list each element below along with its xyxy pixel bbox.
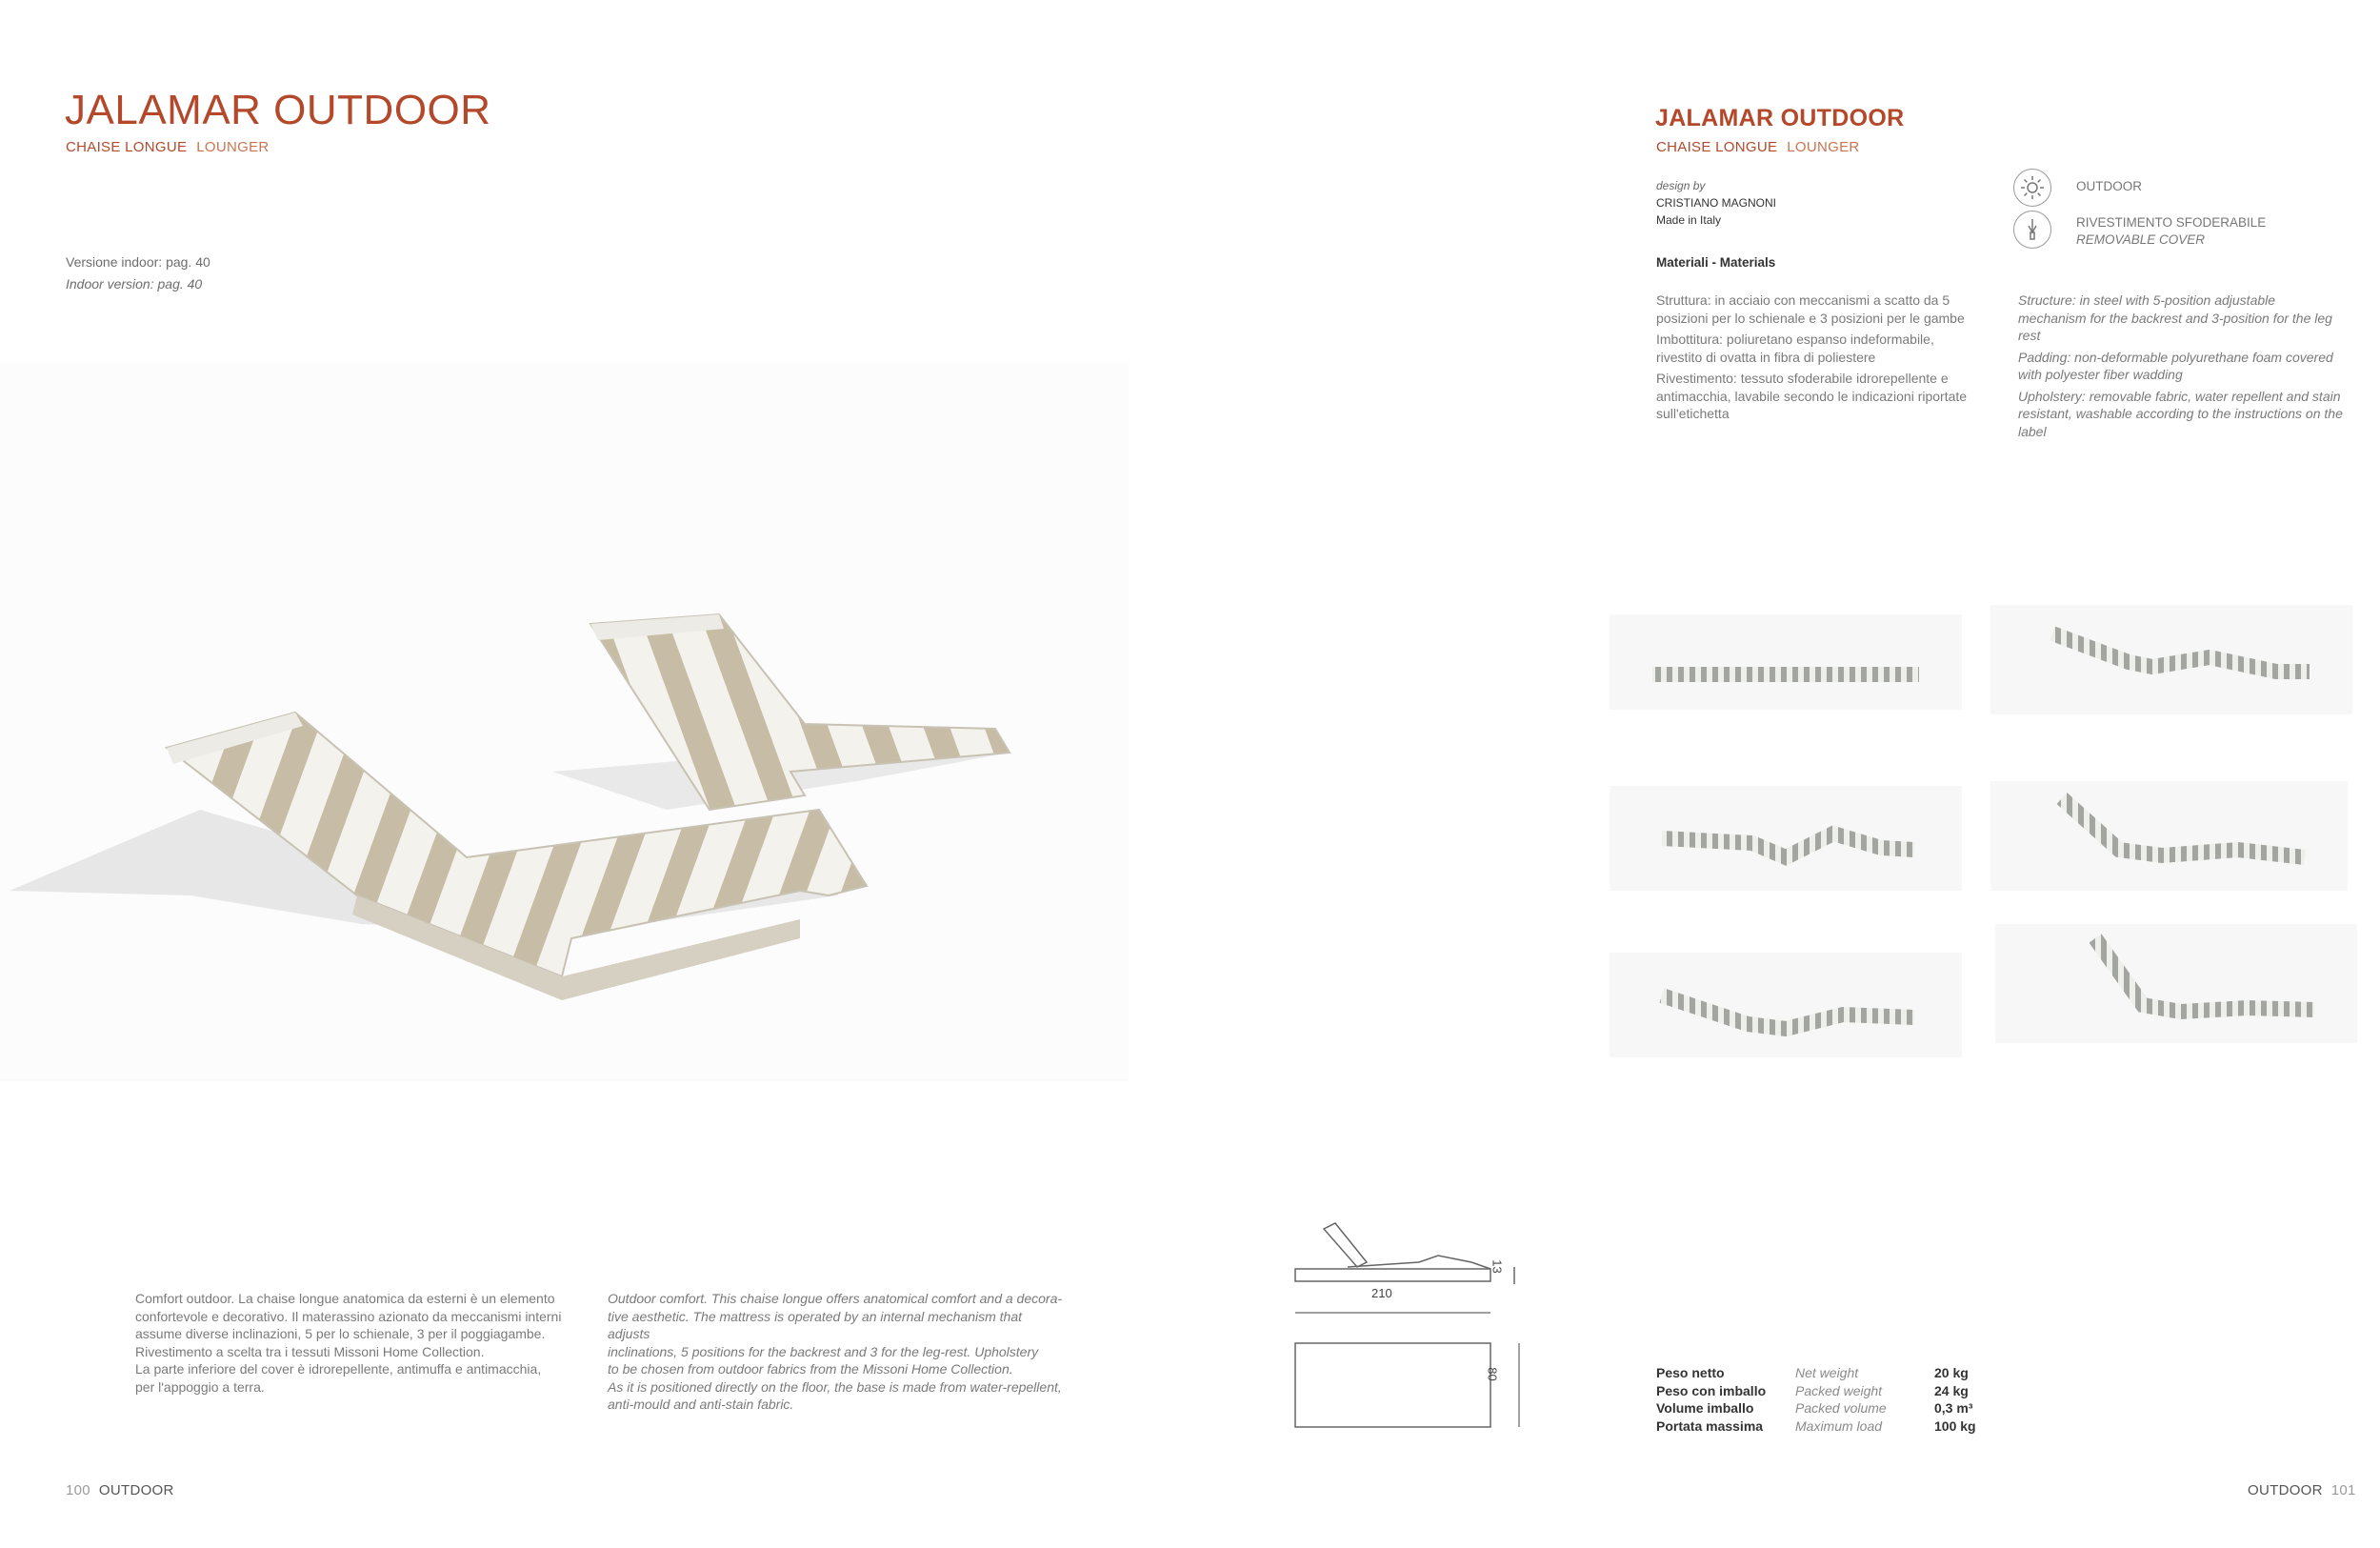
footer-right xyxy=(2248,1482,2356,1498)
desc-en-line: tive aesthetic. The mattress is operated by an internal mechanism that adjusts xyxy=(608,1308,1022,1341)
subtitle-right xyxy=(1656,139,1860,155)
feature-outdoor-label: OUTDOOR xyxy=(2076,179,2142,193)
dimension-height: 13 xyxy=(1490,1259,1505,1274)
material-padding-it: Imbottitura: poliuretano espanso indeformabile, rivestito di ovatta in fibra di poliestere xyxy=(1656,332,1934,365)
material-upholstery-en: Upholstery: removable fabric, water repellent and stain resistant, washable according to the instructions on the label xyxy=(2018,388,2343,439)
footer-section-right: OUTDOOR xyxy=(2248,1482,2323,1498)
desc-en-line: to be chosen from outdoor fabrics from the Missoni Home Collection. xyxy=(608,1361,1013,1377)
technical-drawing xyxy=(1286,1219,1533,1448)
footer-section-left: OUTDOOR xyxy=(98,1482,174,1498)
subtitle-it: CHAISE LONGUE xyxy=(66,139,188,155)
subtitle-left xyxy=(66,139,270,155)
page-title-right: JALAMAR OUTDOOR xyxy=(1655,105,1905,131)
desc-en-line: As it is positioned directly on the floor, the base is made from water-repellent, xyxy=(608,1378,1062,1395)
sun-icon xyxy=(2020,175,2045,200)
spec-value: 0,3 m³ xyxy=(1934,1400,1973,1416)
position-thumbnail xyxy=(1990,781,2348,891)
spec-label-it: Volume imballo xyxy=(1656,1400,1754,1416)
desc-it-line: confortevole e decorativo. Il materassino azionato da meccanismi interni xyxy=(135,1308,562,1324)
hero-photo xyxy=(0,362,1129,1081)
spec-value: 20 kg xyxy=(1934,1365,1969,1380)
feature-cover-label-it: RIVESTIMENTO SFODERABILE xyxy=(2076,215,2267,230)
spec-value: 100 kg xyxy=(1934,1417,1976,1434)
spec-label-en: Net weight xyxy=(1795,1365,1859,1380)
spec-label-en: Maximum load xyxy=(1795,1417,1883,1434)
position-thumbnail xyxy=(1610,953,1962,1057)
position-thumbnail xyxy=(1995,924,2357,1043)
specs-table xyxy=(1656,1364,1976,1435)
page-number-right: 101 xyxy=(2330,1482,2356,1498)
spec-row xyxy=(1656,1399,1976,1417)
materials-heading: Materiali - Materials xyxy=(1656,255,1776,270)
position-thumbnail xyxy=(1990,605,2352,714)
designer-name: CRISTIANO MAGNONI xyxy=(1656,196,1777,210)
spec-label-it: Portata massima xyxy=(1656,1417,1764,1434)
subtitle-it: CHAISE LONGUE xyxy=(1656,139,1778,155)
description-en xyxy=(608,1290,1065,1414)
feature-cover-label-en: REMOVABLE COVER xyxy=(2076,232,2206,247)
subtitle-en: LOUNGER xyxy=(196,139,270,155)
feature-outdoor-badge xyxy=(2013,169,2051,207)
desc-en-line: Outdoor comfort. This chaise longue offers anatomical comfort and a decora- xyxy=(608,1291,1063,1306)
indoor-version-it: Versione indoor: pag. 40 xyxy=(66,254,210,270)
lounger-photo-illustration xyxy=(0,362,1129,1081)
subtitle-en: LOUNGER xyxy=(1787,139,1860,155)
spec-row xyxy=(1656,1364,1976,1382)
desc-it-line: Rivestimento a scelta tra i tessuti Missoni Home Collection. xyxy=(135,1343,485,1359)
dimension-length: 210 xyxy=(1371,1286,1392,1300)
spec-label-en: Packed volume xyxy=(1795,1400,1887,1416)
position-thumbnail xyxy=(1610,786,1962,891)
page-title-left: JALAMAR OUTDOOR xyxy=(65,87,491,133)
desc-it-line: La parte inferiore del cover è idrorepellente, antimuffa e antimacchia, xyxy=(135,1361,542,1377)
spec-row xyxy=(1656,1417,1976,1436)
spec-label-en: Packed weight xyxy=(1795,1382,1883,1398)
desc-it-line: assume diverse inclinazioni, 5 per lo schienale, 3 per il poggiagambe. xyxy=(135,1326,546,1341)
material-padding-en: Padding: non-deformable polyurethane foam covered with polyester fiber wadding xyxy=(2018,349,2333,382)
material-upholstery-it: Rivestimento: tessuto sfoderabile idrorepellente e antimacchia, lavabile secondo le indicazioni riportate sull'etichetta xyxy=(1656,371,1968,421)
desc-it-line: Comfort outdoor. La chaise longue anatomica da esterni è un elemento xyxy=(135,1291,555,1306)
indoor-version-en: Indoor version: pag. 40 xyxy=(66,276,203,292)
footer-left xyxy=(66,1482,174,1498)
material-structure-en: Structure: in steel with 5-position adjustable mechanism for the backrest and 3-position for the leg rest xyxy=(2018,292,2332,343)
page-number-left: 100 xyxy=(66,1482,90,1498)
design-by-label: design by xyxy=(1656,179,1706,192)
zipper-icon xyxy=(2020,217,2045,242)
desc-en-line: inclinations, 5 positions for the backrest and 3 for the leg-rest. Upholstery xyxy=(608,1343,1039,1359)
materials-en xyxy=(2018,292,2347,444)
position-thumbnail xyxy=(1610,614,1962,710)
material-structure-it: Struttura: in acciaio con meccanismi a scatto da 5 posizioni per lo schienale e 3 posizioni per le gambe xyxy=(1656,292,1965,326)
positions-grid xyxy=(1610,600,2362,1067)
spec-label-it: Peso con imballo xyxy=(1656,1382,1767,1398)
made-in: Made in Italy xyxy=(1656,213,1722,227)
description-it xyxy=(135,1290,583,1396)
materials-it xyxy=(1656,292,1980,427)
spec-label-it: Peso netto xyxy=(1656,1365,1725,1380)
feature-cover-badge xyxy=(2013,211,2051,249)
desc-it-line: per l'appoggio a terra. xyxy=(135,1378,265,1395)
dimension-width: 80 xyxy=(1485,1367,1500,1381)
spec-row xyxy=(1656,1382,1976,1400)
desc-en-line: anti-mould and anti-stain fabric. xyxy=(608,1397,794,1412)
spec-value: 24 kg xyxy=(1934,1382,1969,1398)
